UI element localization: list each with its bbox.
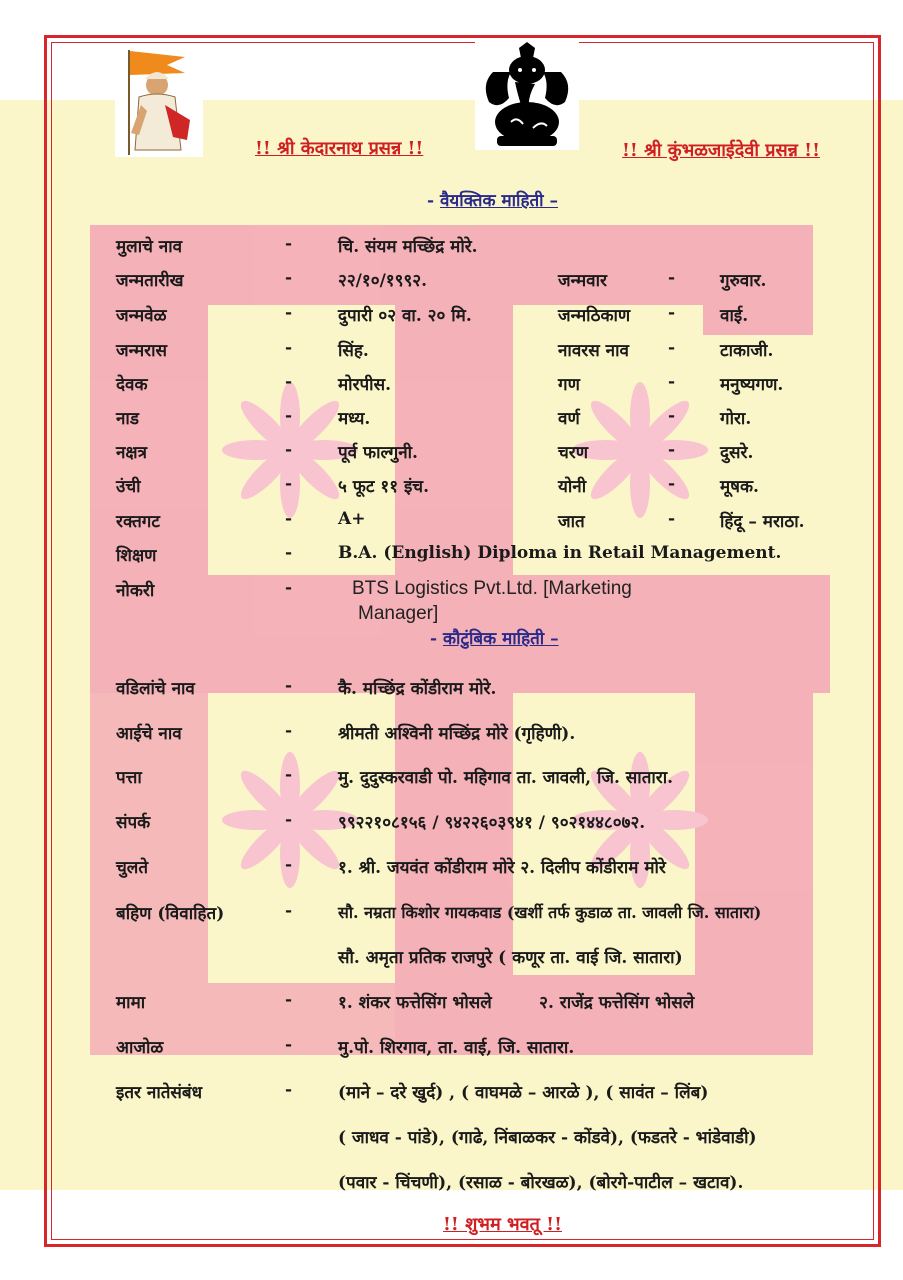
row-label-right: नावरस नाव	[558, 341, 629, 361]
family-row-label: आजोळ	[116, 1038, 164, 1058]
footer-blessing: !! शुभम भवतू !!	[443, 1214, 562, 1235]
row-label-right: योनी	[558, 477, 587, 497]
row-value: ५ फूट ११ इंच.	[338, 477, 430, 497]
row-label: मुलाचे नाव	[116, 237, 183, 257]
row-value: सिंह.	[338, 341, 369, 361]
row-dash: -	[285, 234, 293, 254]
row-value-right: हिंदू – मराठा.	[720, 512, 805, 532]
row-value-right: मनुष्यगण.	[720, 375, 784, 395]
row-value: दुपारी ०२ वा. २० मि.	[338, 306, 472, 326]
header-blessing-right: !! श्री कुंभळजाईदेवी प्रसन्न !!	[622, 140, 820, 161]
row-dash-right: -	[668, 372, 676, 392]
row-label: शिक्षण	[116, 546, 157, 566]
row-value: B.A. (English) Diploma in Retail Management.	[338, 543, 782, 563]
row-dash: -	[285, 1035, 293, 1055]
row-dash: -	[285, 474, 293, 494]
occupation-line-1: BTS Logistics Pvt.Ltd. [Marketing	[352, 578, 632, 599]
section-title-personal: - वैयक्तिक माहिती –	[427, 191, 558, 211]
row-dash: -	[285, 303, 293, 323]
row-dash: -	[285, 721, 293, 741]
row-dash: -	[285, 765, 293, 785]
row-value-right: टाकाजी.	[720, 341, 774, 361]
occupation-value	[352, 576, 632, 626]
row-dash: -	[285, 810, 293, 830]
row-dash: -	[285, 676, 293, 696]
row-dash: -	[285, 406, 293, 426]
family-row-value: कै. मच्छिंद्र कोंडीराम मोरे.	[338, 679, 497, 699]
family-row-value: मु. दुदुस्करवाडी पो. महिगाव ता. जावली, जि. सातारा.	[338, 768, 674, 788]
personal-row	[0, 338, 903, 372]
row-dash: -	[285, 509, 293, 529]
family-row-value: ९९२२१०८१५६ / ९४२२६०३९४१ / ९०२१४४८०७२.	[338, 813, 646, 833]
personal-row	[0, 406, 903, 440]
family-row-label: मामा	[116, 993, 146, 1013]
family-row-label: इतर नातेसंबंध	[116, 1083, 203, 1103]
row-dash-right: -	[668, 474, 676, 494]
row-dash-right: -	[668, 268, 676, 288]
row-dash: -	[285, 1080, 293, 1100]
row-dash: -	[285, 372, 293, 392]
family-row-value: ( जाधव - पांडे), (गाढे, निंबाळकर - कोंडवे), (फडतरे - भांडेवाडी)	[338, 1128, 757, 1148]
row-label: नोकरी	[116, 581, 155, 601]
family-row-value: श्रीमती अश्विनी मच्छिंद्र मोरे (गृहिणी).	[338, 724, 576, 744]
row-dash: -	[285, 578, 293, 598]
family-row-value: मु.पो. शिरगाव, ता. वाई, जि. सातारा.	[338, 1038, 575, 1058]
row-label: जन्मरास	[116, 341, 168, 361]
row-dash: -	[285, 855, 293, 875]
row-label-right: जन्मवार	[558, 271, 607, 291]
personal-row	[0, 474, 903, 508]
row-label-right: जात	[558, 512, 585, 532]
personal-row	[0, 268, 903, 302]
row-dash-right: -	[668, 303, 676, 323]
family-row-label: पत्ता	[116, 768, 142, 788]
family-row-label: चुलते	[116, 858, 149, 878]
personal-row	[0, 543, 903, 577]
section-title-family: - कौटुंबिक माहिती –	[430, 629, 559, 649]
row-label: रक्तगट	[116, 512, 160, 532]
row-label-right: वर्ण	[558, 409, 580, 429]
ganesha-icon	[475, 42, 579, 150]
family-row-value: (पवार - चिंचणी), (रसाळ - बोरखळ), (बोरगे-पाटील – खटाव).	[338, 1173, 744, 1193]
row-label: जन्मवेळ	[116, 306, 167, 326]
row-label: उंची	[116, 477, 141, 497]
row-value: मोरपीस.	[338, 375, 391, 395]
personal-row	[0, 372, 903, 406]
row-value-right: वाई.	[720, 306, 749, 326]
row-label-right: चरण	[558, 443, 589, 463]
row-dash: -	[285, 901, 293, 921]
family-row-value: (माने – दरे खुर्द) , ( वाघमळे – आरळे ), ( सावंत – लिंब)	[338, 1083, 709, 1103]
row-label: देवक	[116, 375, 148, 395]
row-dash-right: -	[668, 440, 676, 460]
family-row-label: आईचे नाव	[116, 724, 182, 744]
row-label-right: जन्मठिकाण	[558, 306, 631, 326]
family-row-label: संपर्क	[116, 813, 151, 833]
row-value-right: गोरा.	[720, 409, 752, 429]
row-value-right: दुसरे.	[720, 443, 754, 463]
row-dash-right: -	[668, 406, 676, 426]
row-value: A+	[338, 509, 366, 529]
row-dash: -	[285, 338, 293, 358]
occupation-line-2: Manager]	[358, 603, 439, 624]
row-dash: -	[285, 268, 293, 288]
row-value: मध्य.	[338, 409, 371, 429]
row-label-right: गण	[558, 375, 580, 395]
family-row-label: वडिलांचे नाव	[116, 679, 195, 699]
row-value: पूर्व फाल्गुनी.	[338, 443, 418, 463]
family-row-value: १. शंकर फत्तेसिंग भोसले २. राजेंद्र फत्तेसिंग भोसले	[338, 993, 695, 1013]
shivaji-maharaj-image	[115, 45, 203, 157]
row-dash: -	[285, 440, 293, 460]
row-dash: -	[285, 990, 293, 1010]
personal-row	[0, 303, 903, 337]
row-dash-right: -	[668, 509, 676, 529]
row-dash: -	[285, 543, 293, 563]
row-value: २२/१०/१९९२.	[338, 271, 428, 291]
row-dash-right: -	[668, 338, 676, 358]
family-row-label: बहिण (विवाहित)	[116, 904, 225, 924]
family-row-value: सौ. अमृता प्रतिक राजपुरे ( कणूर ता. वाई जि. सातारा)	[338, 948, 683, 968]
row-label: नाड	[116, 409, 139, 429]
personal-row	[0, 234, 903, 268]
row-value: चि. संयम मच्छिंद्र मोरे.	[338, 237, 478, 257]
row-label: जन्मतारीख	[116, 271, 184, 291]
row-value-right: मूषक.	[720, 477, 759, 497]
header-blessing-left: !! श्री केदारनाथ प्रसन्न !!	[255, 138, 424, 159]
row-value-right: गुरुवार.	[720, 271, 767, 291]
personal-row	[0, 440, 903, 474]
personal-row	[0, 509, 903, 543]
family-row-value: सौ. नम्रता किशोर गायकवाड (खर्शी तर्फ कुडाळ ता. जावली जि. सातारा)	[338, 903, 762, 922]
row-label: नक्षत्र	[116, 443, 148, 463]
family-row-value: १. श्री. जयवंत कोंडीराम मोरे २. दिलीप कोंडीराम मोरे	[338, 858, 666, 878]
